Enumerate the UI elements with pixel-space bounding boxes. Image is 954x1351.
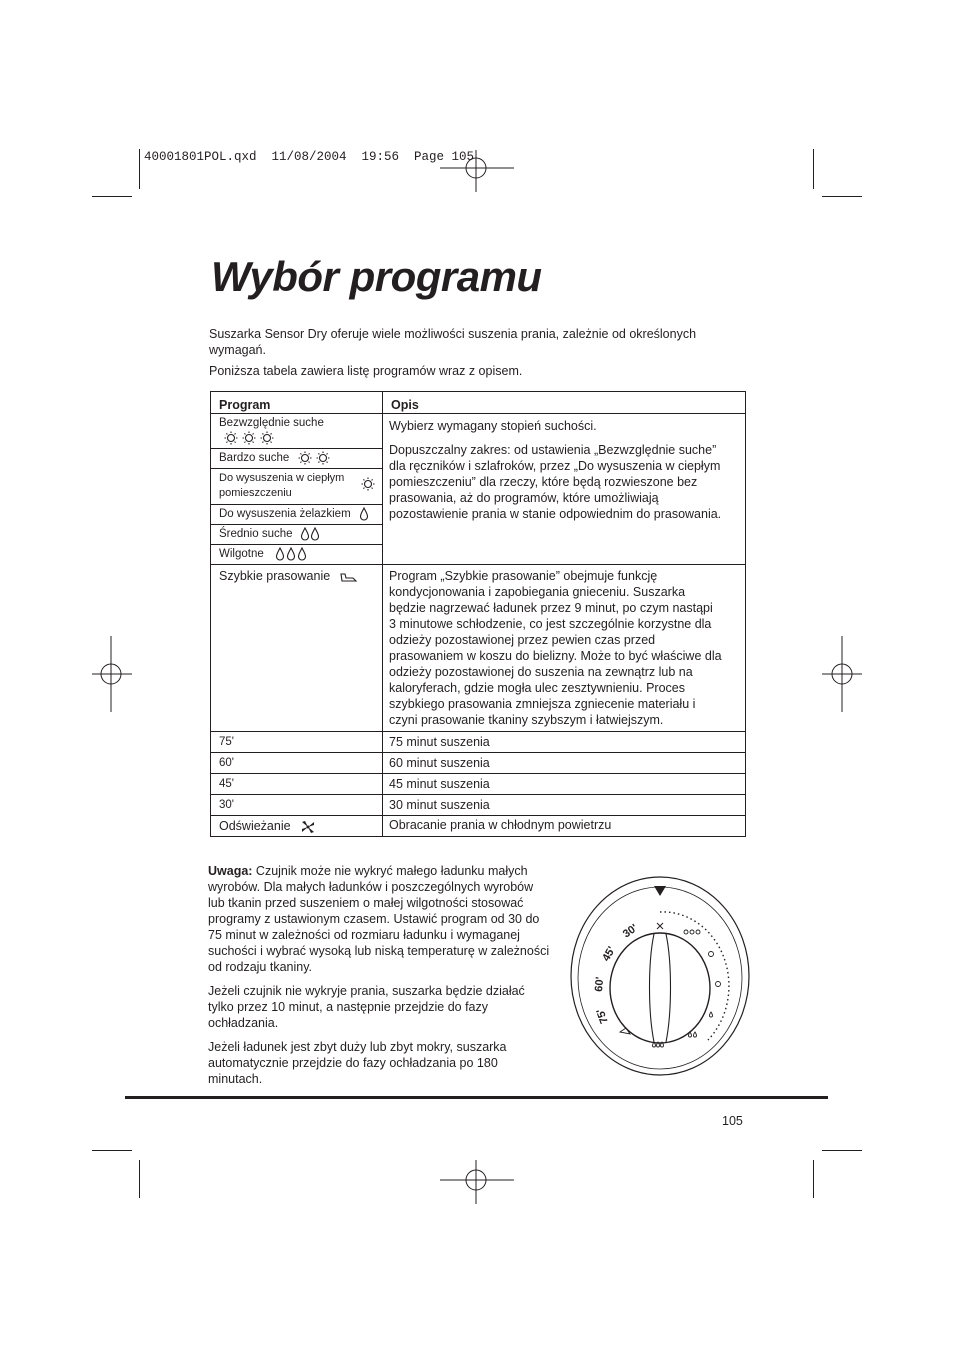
note-paragraph <box>208 863 553 975</box>
crop-mark <box>92 196 132 197</box>
registration-mark-bottom <box>436 1158 516 1208</box>
description-line: prasowania, aż do programów, które umożliwiają <box>389 491 659 505</box>
drop-icon-x2 <box>300 527 322 541</box>
table-header-row <box>211 392 746 414</box>
description-line: pomieszczeniu” dla rzeczy, które będą rozwieszone bez <box>389 475 698 489</box>
description-line: czyni prasowanie tkaniny szybszym i łatwiejszym. <box>389 713 664 728</box>
description-line: kondycjonowania i zapobiegania gnieceniu. Suszarka <box>389 585 686 600</box>
program-label <box>211 469 383 505</box>
program-label <box>211 525 383 545</box>
file-slug: 40001801POL.qxd 11/08/2004 19:56 Page 105 <box>144 150 475 164</box>
program-label: 45' <box>211 774 383 795</box>
description-line: dla ręczników i szlafroków, przez „Do wysuszenia w ciepłym <box>389 459 721 473</box>
iron-icon <box>340 571 360 583</box>
table-row <box>211 414 746 449</box>
crop-mark <box>822 196 862 197</box>
note-paragraph: Jeżeli czujnik nie wykryje prania, suszarka będzie działać tylko przez 10 minut, a następnie przejdzie do fazy ochładzania. <box>208 984 525 1030</box>
ironing-description <box>383 565 746 732</box>
description-line: prasowaniem w koszu do bielizny. Może to być właściwe dla <box>389 649 722 664</box>
fan-icon <box>300 820 316 834</box>
program-label <box>211 565 383 732</box>
table-row <box>211 565 746 732</box>
program-label <box>211 816 383 837</box>
dial-label: 30' <box>620 922 640 941</box>
program-description: 75 minut suszenia <box>383 732 746 753</box>
program-description: 45 minut suszenia <box>383 774 746 795</box>
header-opis: Opis <box>383 392 746 414</box>
table-row <box>211 795 746 816</box>
dial-label: 45' <box>600 944 619 964</box>
program-label-text: Do wysuszenia żelazkiem <box>219 508 351 521</box>
description-line: kaloryferach, gdzie mogła ulec zesztywnieniu. Proces <box>389 681 685 696</box>
crop-mark <box>139 149 140 189</box>
intro-line: Suszarka Sensor Dry oferuje wiele możliwości suszenia prania, zależnie od określonych <box>209 327 697 341</box>
program-label <box>211 505 383 525</box>
program-table <box>210 391 746 837</box>
registration-mark-top <box>436 146 516 196</box>
note-label: Uwaga: <box>208 864 253 878</box>
crop-mark <box>813 149 814 189</box>
table-row <box>211 753 746 774</box>
page-title: Wybór programu <box>211 253 542 300</box>
description-line: szybkiego prasowania zmniejsza zgniecenie materiału i <box>389 697 696 712</box>
registration-mark-right <box>820 634 864 714</box>
description-text: Wybierz wymagany stopień suchości. <box>389 419 597 433</box>
table-row <box>211 774 746 795</box>
program-label-text: Wilgotne <box>219 548 264 561</box>
program-label: 60' <box>211 753 383 774</box>
description-line: Program „Szybkie prasowanie” obejmuje funkcję <box>389 569 658 584</box>
page-number: 105 <box>722 1114 743 1128</box>
program-label-text: Średnio suche <box>219 528 293 541</box>
dial-label: 75' <box>594 1007 611 1026</box>
intro-paragraph-2: Poniższa tabela zawiera listę programów wraz z opisem. <box>209 364 523 378</box>
crop-mark <box>813 1160 814 1198</box>
intro-paragraph <box>209 326 696 358</box>
program-label-text: pomieszczeniu <box>219 487 292 500</box>
header-program: Program <box>211 392 383 414</box>
note-text: Czujnik może nie wykryć małego ładunku małych wyrobów. Dla małych ładunków i poszczególnych wyrobów lub tkanin przed suszeniem o małej wilgotności stosować programy z ustawionym czasem. Ustawić program od 30 do 75 minut w zależności od rozmiaru ładunku i wymaganej suchości i wybrać wysoką lub niską temperaturę w zależności od rodzaju tkaniny. <box>208 864 550 974</box>
program-label-text: Bezwzględnie suche <box>219 417 324 429</box>
description-line: Dopuszczalny zakres: od ustawienia „Bezwzględnie suche” <box>389 443 717 457</box>
drop-icon-x3 <box>275 547 309 561</box>
description-line: odzieży pozostawionej przez pewien czas przed <box>389 633 656 648</box>
program-description: 30 minut suszenia <box>383 795 746 816</box>
crop-mark <box>822 1150 862 1151</box>
registration-mark-left <box>90 634 134 714</box>
drop-icon <box>358 507 370 521</box>
program-label-text: Odświeżanie <box>219 819 291 834</box>
intro-line: wymagań. <box>209 343 266 357</box>
sun-icon-x3 <box>223 431 277 445</box>
description-line: 3 minutowe schłodzenie, co jest szczególnie korzystne dla <box>389 617 712 632</box>
program-label <box>211 545 383 565</box>
program-label-text: Do wysuszenia w ciepłym <box>219 472 345 485</box>
note-paragraph: Jeżeli ładunek jest zbyt duży lub zbyt mokry, suszarka automatycznie przejdzie do fazy ochładzania po 180 minutach. <box>208 1040 507 1086</box>
description-line: pozostawienie prania w stanie odpowiednim do prasowania. <box>389 507 722 521</box>
table-row <box>211 816 746 837</box>
description-line: odzieży pozostawionej do suszenia na zewnątrz lub na <box>389 665 693 680</box>
crop-mark <box>92 1150 132 1151</box>
program-label-text: Szybkie prasowanie <box>219 569 331 584</box>
program-label: 75' <box>211 732 383 753</box>
program-label <box>211 414 383 449</box>
footer-rule <box>125 1096 828 1099</box>
program-description: Obracanie prania w chłodnym powietrzu <box>383 816 746 837</box>
crop-mark <box>139 1160 140 1198</box>
program-label: 30' <box>211 795 383 816</box>
program-dial-illustration <box>568 872 752 1078</box>
table-row <box>211 732 746 753</box>
program-label-text: Bardzo suche <box>219 452 290 465</box>
description-line: będzie nagrzewać ładunek przez 9 minut, po czym nastąpi <box>389 601 713 616</box>
dial-label: 60' <box>593 976 607 993</box>
program-label <box>211 449 383 469</box>
sun-icon <box>360 476 376 492</box>
program-description: 60 minut suszenia <box>383 753 746 774</box>
note-section <box>208 863 553 1095</box>
sun-icon-x2 <box>297 451 333 465</box>
dry-levels-description <box>383 414 746 565</box>
